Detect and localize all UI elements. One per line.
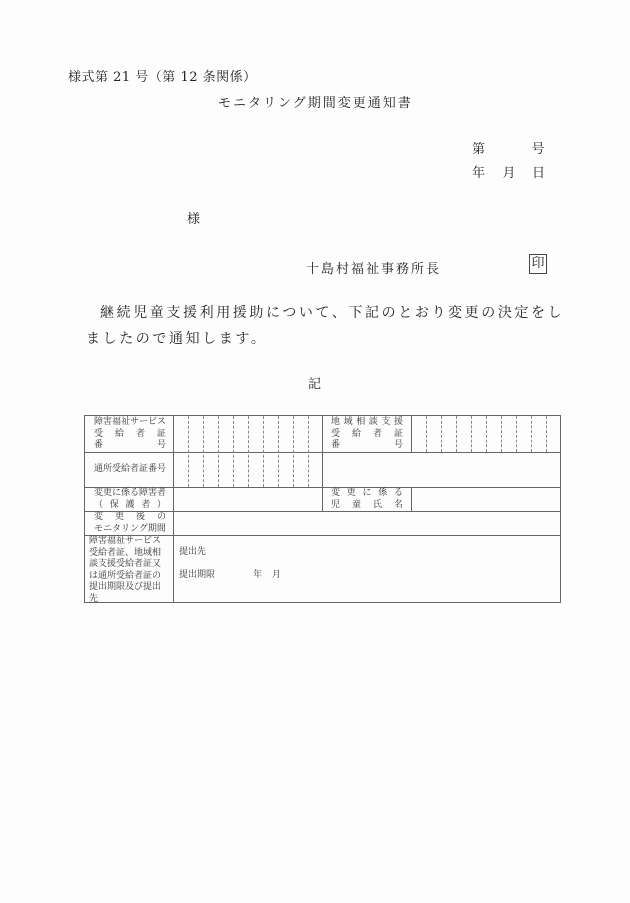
label-char: 保 <box>109 499 119 510</box>
label-char: 者 <box>141 499 151 510</box>
digit-cell-divider <box>263 416 264 487</box>
label-char: る <box>393 488 403 498</box>
cert-submission-label <box>89 536 171 605</box>
disability-service-cert-number-label <box>94 417 166 452</box>
label-line: 障害福祉サービス <box>94 417 167 427</box>
date-day: 日 <box>532 166 546 181</box>
number-suffix: 号 <box>531 142 546 157</box>
document-date-line <box>472 162 546 181</box>
seal-stamp: 印 <box>529 254 547 274</box>
label-char: の <box>156 512 166 522</box>
digit-cell-divider <box>203 416 204 487</box>
label-char: 変 <box>94 512 104 522</box>
label-char: 児 <box>331 499 341 510</box>
label-char: 童 <box>351 499 361 510</box>
deadline-month: 月 <box>272 570 282 580</box>
label-line: 談支援受給者証又 <box>89 559 162 569</box>
label-line <box>331 500 403 512</box>
digit-cell-divider <box>516 416 517 452</box>
label-char: 者 <box>135 428 145 439</box>
affected-child-name-label <box>331 488 403 511</box>
label-line <box>94 440 166 452</box>
label-char: 地 <box>331 417 341 427</box>
label-line: は通所受給者証の <box>89 570 162 581</box>
digit-cell-divider <box>456 416 457 452</box>
column-divider <box>411 487 412 511</box>
addressee-honorific: 様 <box>187 212 201 227</box>
label-char: に <box>362 488 372 498</box>
label-char: 後 <box>135 512 145 522</box>
label-char: 者 <box>372 428 382 439</box>
affected-guardian-label <box>94 488 166 511</box>
label-char: 係 <box>378 488 388 498</box>
submit-to-label: 提出先 <box>179 547 207 557</box>
digit-cell-divider <box>233 416 234 487</box>
number-prefix: 第 <box>472 142 486 157</box>
label-line: 受給者証、地域相 <box>89 547 162 558</box>
label-char: 給 <box>351 428 361 439</box>
digit-cell-divider <box>248 416 249 487</box>
label-char: 氏 <box>372 499 382 510</box>
label-char: 変 <box>331 488 341 498</box>
deadline-year: 年 <box>253 570 263 580</box>
label-char: 相 <box>356 417 366 427</box>
column-divider <box>322 416 323 511</box>
digit-cell-divider <box>278 416 279 487</box>
label-line: 提出期限及び提出 <box>89 582 162 592</box>
digit-cell-divider <box>501 416 502 452</box>
label-char: 証 <box>393 428 403 439</box>
label-char: 受 <box>331 428 341 439</box>
document-title: モニタリング期間変更通知書 <box>218 96 413 111</box>
label-char: 談 <box>368 417 378 427</box>
label-line <box>94 500 166 512</box>
digit-cell-divider <box>471 416 472 452</box>
document-number-line <box>472 138 545 157</box>
sender-name: 十島村福祉事務所長 <box>306 262 442 277</box>
digit-cell-divider <box>546 416 547 452</box>
label-line <box>331 429 403 441</box>
label-line <box>94 512 166 524</box>
label-char: 援 <box>393 417 403 427</box>
label-line: モニタリング期間 <box>94 523 166 534</box>
label-line <box>94 429 166 441</box>
deadline-label: 提出期限 <box>179 570 216 580</box>
label-char: 護 <box>125 499 135 510</box>
details-table <box>84 415 561 603</box>
label-char: 給 <box>114 428 124 439</box>
ki-heading: 記 <box>308 377 322 392</box>
day-service-cert-number-label: 通所受給者証番号 <box>94 464 167 474</box>
label-char: ） <box>156 499 166 510</box>
regional-consult-cert-number-label <box>331 417 403 452</box>
form-number: 様式第 21 号（第 12 条関係） <box>68 70 257 85</box>
label-char: 証 <box>156 428 166 439</box>
label-line: 変更に係る障害者 <box>94 488 167 498</box>
digit-cell-divider <box>531 416 532 452</box>
label-char: 名 <box>393 499 403 510</box>
label-char: 番 <box>94 440 104 450</box>
label-char: （ <box>94 499 104 510</box>
digit-cell-divider <box>441 416 442 452</box>
digit-cell-divider <box>218 416 219 487</box>
label-char: 域 <box>343 417 353 427</box>
label-line <box>331 488 403 500</box>
label-line <box>331 440 403 452</box>
label-line <box>331 417 403 429</box>
digit-cell-divider <box>308 416 309 487</box>
body-text: 継続児童支援利用援助について、下記のとおり変更の決定をしましたので通知します。 <box>86 305 565 347</box>
label-char: 番 <box>331 440 341 450</box>
digit-cell-divider <box>486 416 487 452</box>
date-month: 月 <box>502 166 517 181</box>
new-monitoring-period-label <box>94 512 166 535</box>
date-year: 年 <box>472 166 486 181</box>
digit-cell-divider <box>188 416 189 487</box>
label-char: 号 <box>393 440 403 450</box>
label-column-divider <box>173 416 174 603</box>
label-line: 先 <box>89 593 99 604</box>
label-char: 更 <box>346 488 356 498</box>
label-char: 号 <box>156 440 166 450</box>
label-char: 受 <box>94 428 104 439</box>
deadline-line <box>179 570 281 582</box>
column-divider <box>411 416 412 452</box>
digit-cell-divider <box>426 416 427 452</box>
digit-cell-divider <box>293 416 294 487</box>
label-char: 更 <box>114 512 124 522</box>
label-line: 障害福祉サービス <box>89 536 162 546</box>
label-char: 支 <box>381 417 391 427</box>
